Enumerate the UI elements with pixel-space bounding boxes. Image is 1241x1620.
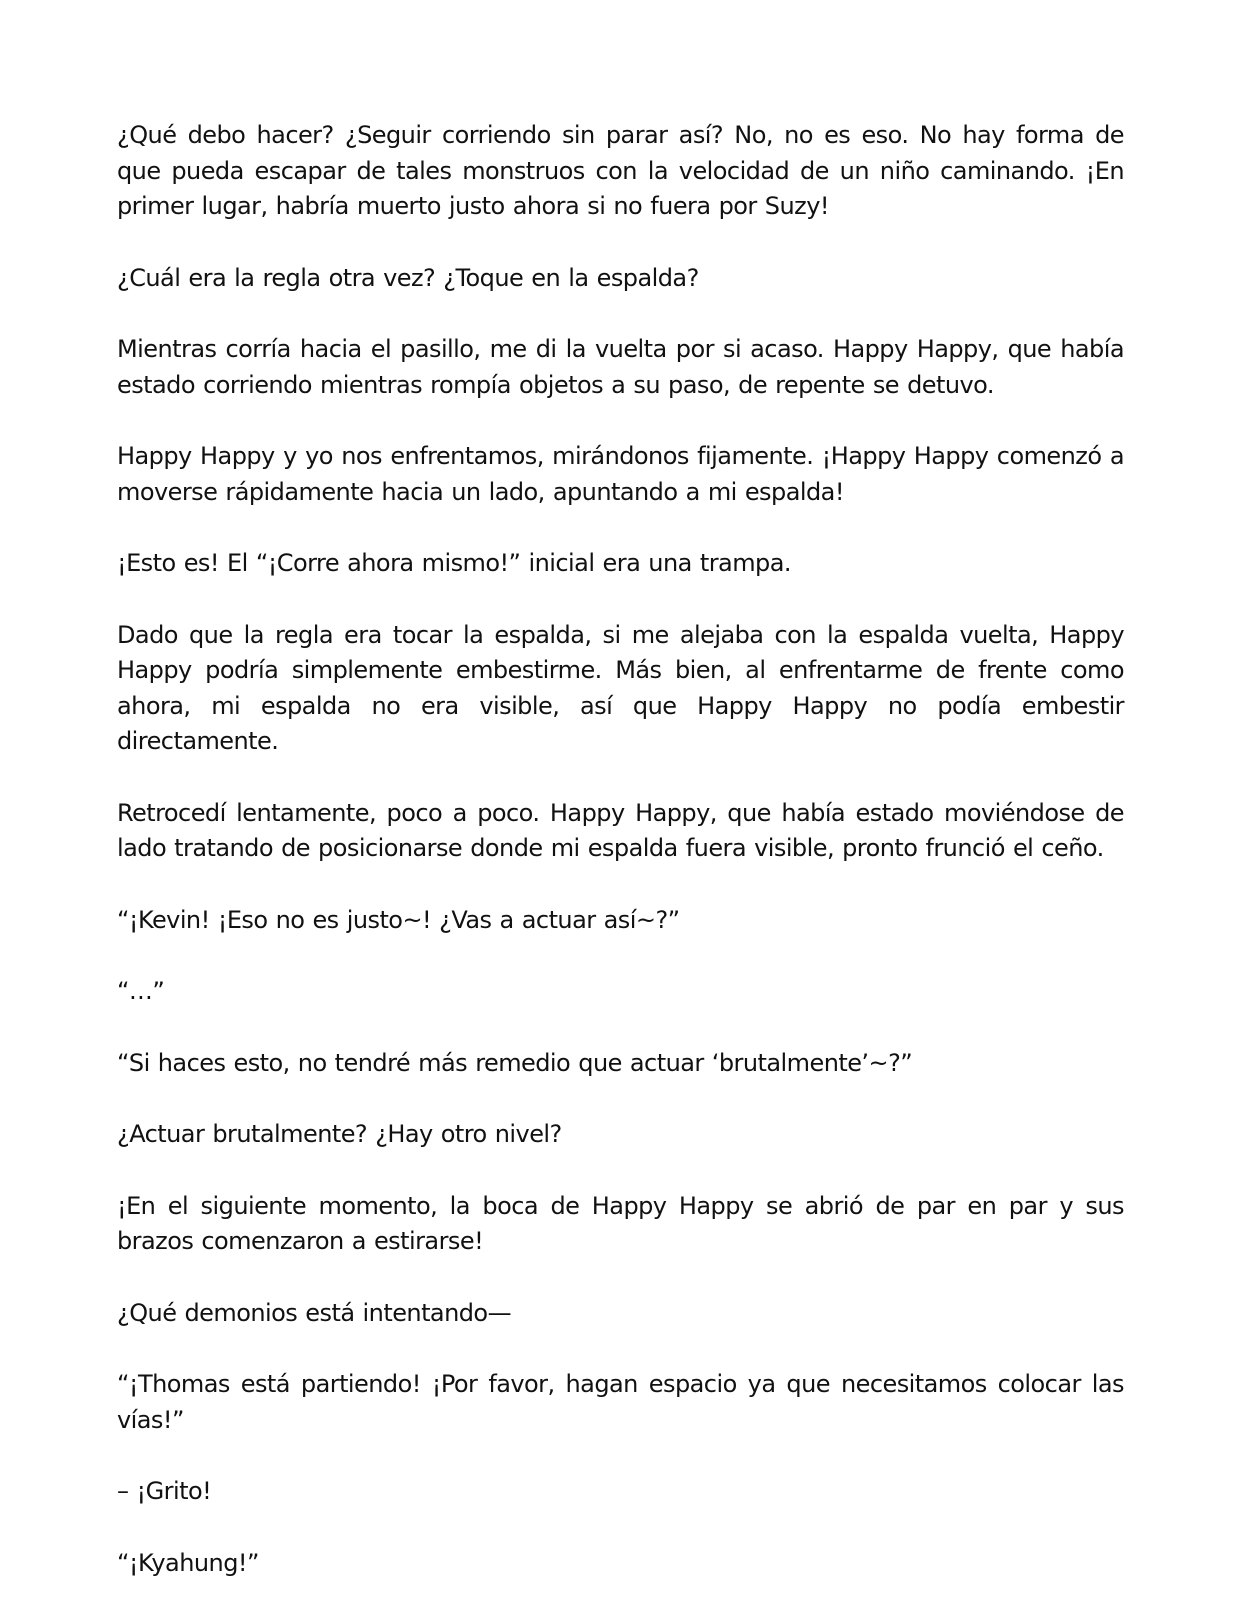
document-page bbox=[117, 118, 1124, 1581]
dialogue-line-4: “¡Thomas está partiendo! ¡Por favor, hagan espacio ya que necesitamos colocar las vías!” bbox=[117, 1370, 1124, 1434]
paragraph-2: ¿Cuál era la regla otra vez? ¿Toque en la espalda? bbox=[117, 263, 699, 292]
sound-effect-line: – ¡Grito! bbox=[117, 1477, 212, 1505]
paragraph-6: Dado que la regla era tocar la espalda, si me alejaba con la espalda vuelta, Happy Happy podría simplemente embestirme. Más bien, al enfrentarme de frente como ahora, mi espalda no era visible, así que Happy Happy no podía embestir directamente. bbox=[117, 620, 1124, 755]
paragraph-8: ¿Actuar brutalmente? ¿Hay otro nivel? bbox=[117, 1120, 562, 1148]
paragraph-9: ¡En el siguiente momento, la boca de Happy Happy se abrió de par en par y sus brazos comenzaron a estirarse! bbox=[117, 1191, 1124, 1255]
paragraph-7: Retrocedí lentamente, poco a poco. Happy Happy, que había estado moviéndose de lado tratando de posicionarse donde mi espalda fuera visible, pronto frunció el ceño. bbox=[117, 798, 1124, 862]
dialogue-line-1: “¡Kevin! ¡Eso no es justo~! ¿Vas a actuar así~?” bbox=[117, 905, 680, 934]
dialogue-line-2: “…” bbox=[117, 977, 165, 1005]
dialogue-line-5: “¡Kyahung!” bbox=[117, 1548, 259, 1577]
paragraph-1: ¿Qué debo hacer? ¿Seguir corriendo sin parar así? No, no es eso. No hay forma de que pueda escapar de tales monstruos con la velocidad de un niño caminando. ¡En primer lugar, habría muerto justo ahora si no fuera por Suzy! bbox=[117, 121, 1124, 220]
paragraph-10: ¿Qué demonios está intentando— bbox=[117, 1298, 512, 1327]
paragraph-4: Happy Happy y yo nos enfrentamos, mirándonos fijamente. ¡Happy Happy comenzó a moverse rápidamente hacia un lado, apuntando a mi espalda! bbox=[117, 442, 1124, 506]
dialogue-line-3: “Si haces esto, no tendré más remedio que actuar ‘brutalmente’~?” bbox=[117, 1048, 913, 1077]
paragraph-3: Mientras corría hacia el pasillo, me di la vuelta por si acaso. Happy Happy, que había estado corriendo mientras rompía objetos a su paso, de repente se detuvo. bbox=[117, 335, 1124, 399]
paragraph-5: ¡Esto es! El “¡Corre ahora mismo!” inicial era una trampa. bbox=[117, 549, 791, 577]
